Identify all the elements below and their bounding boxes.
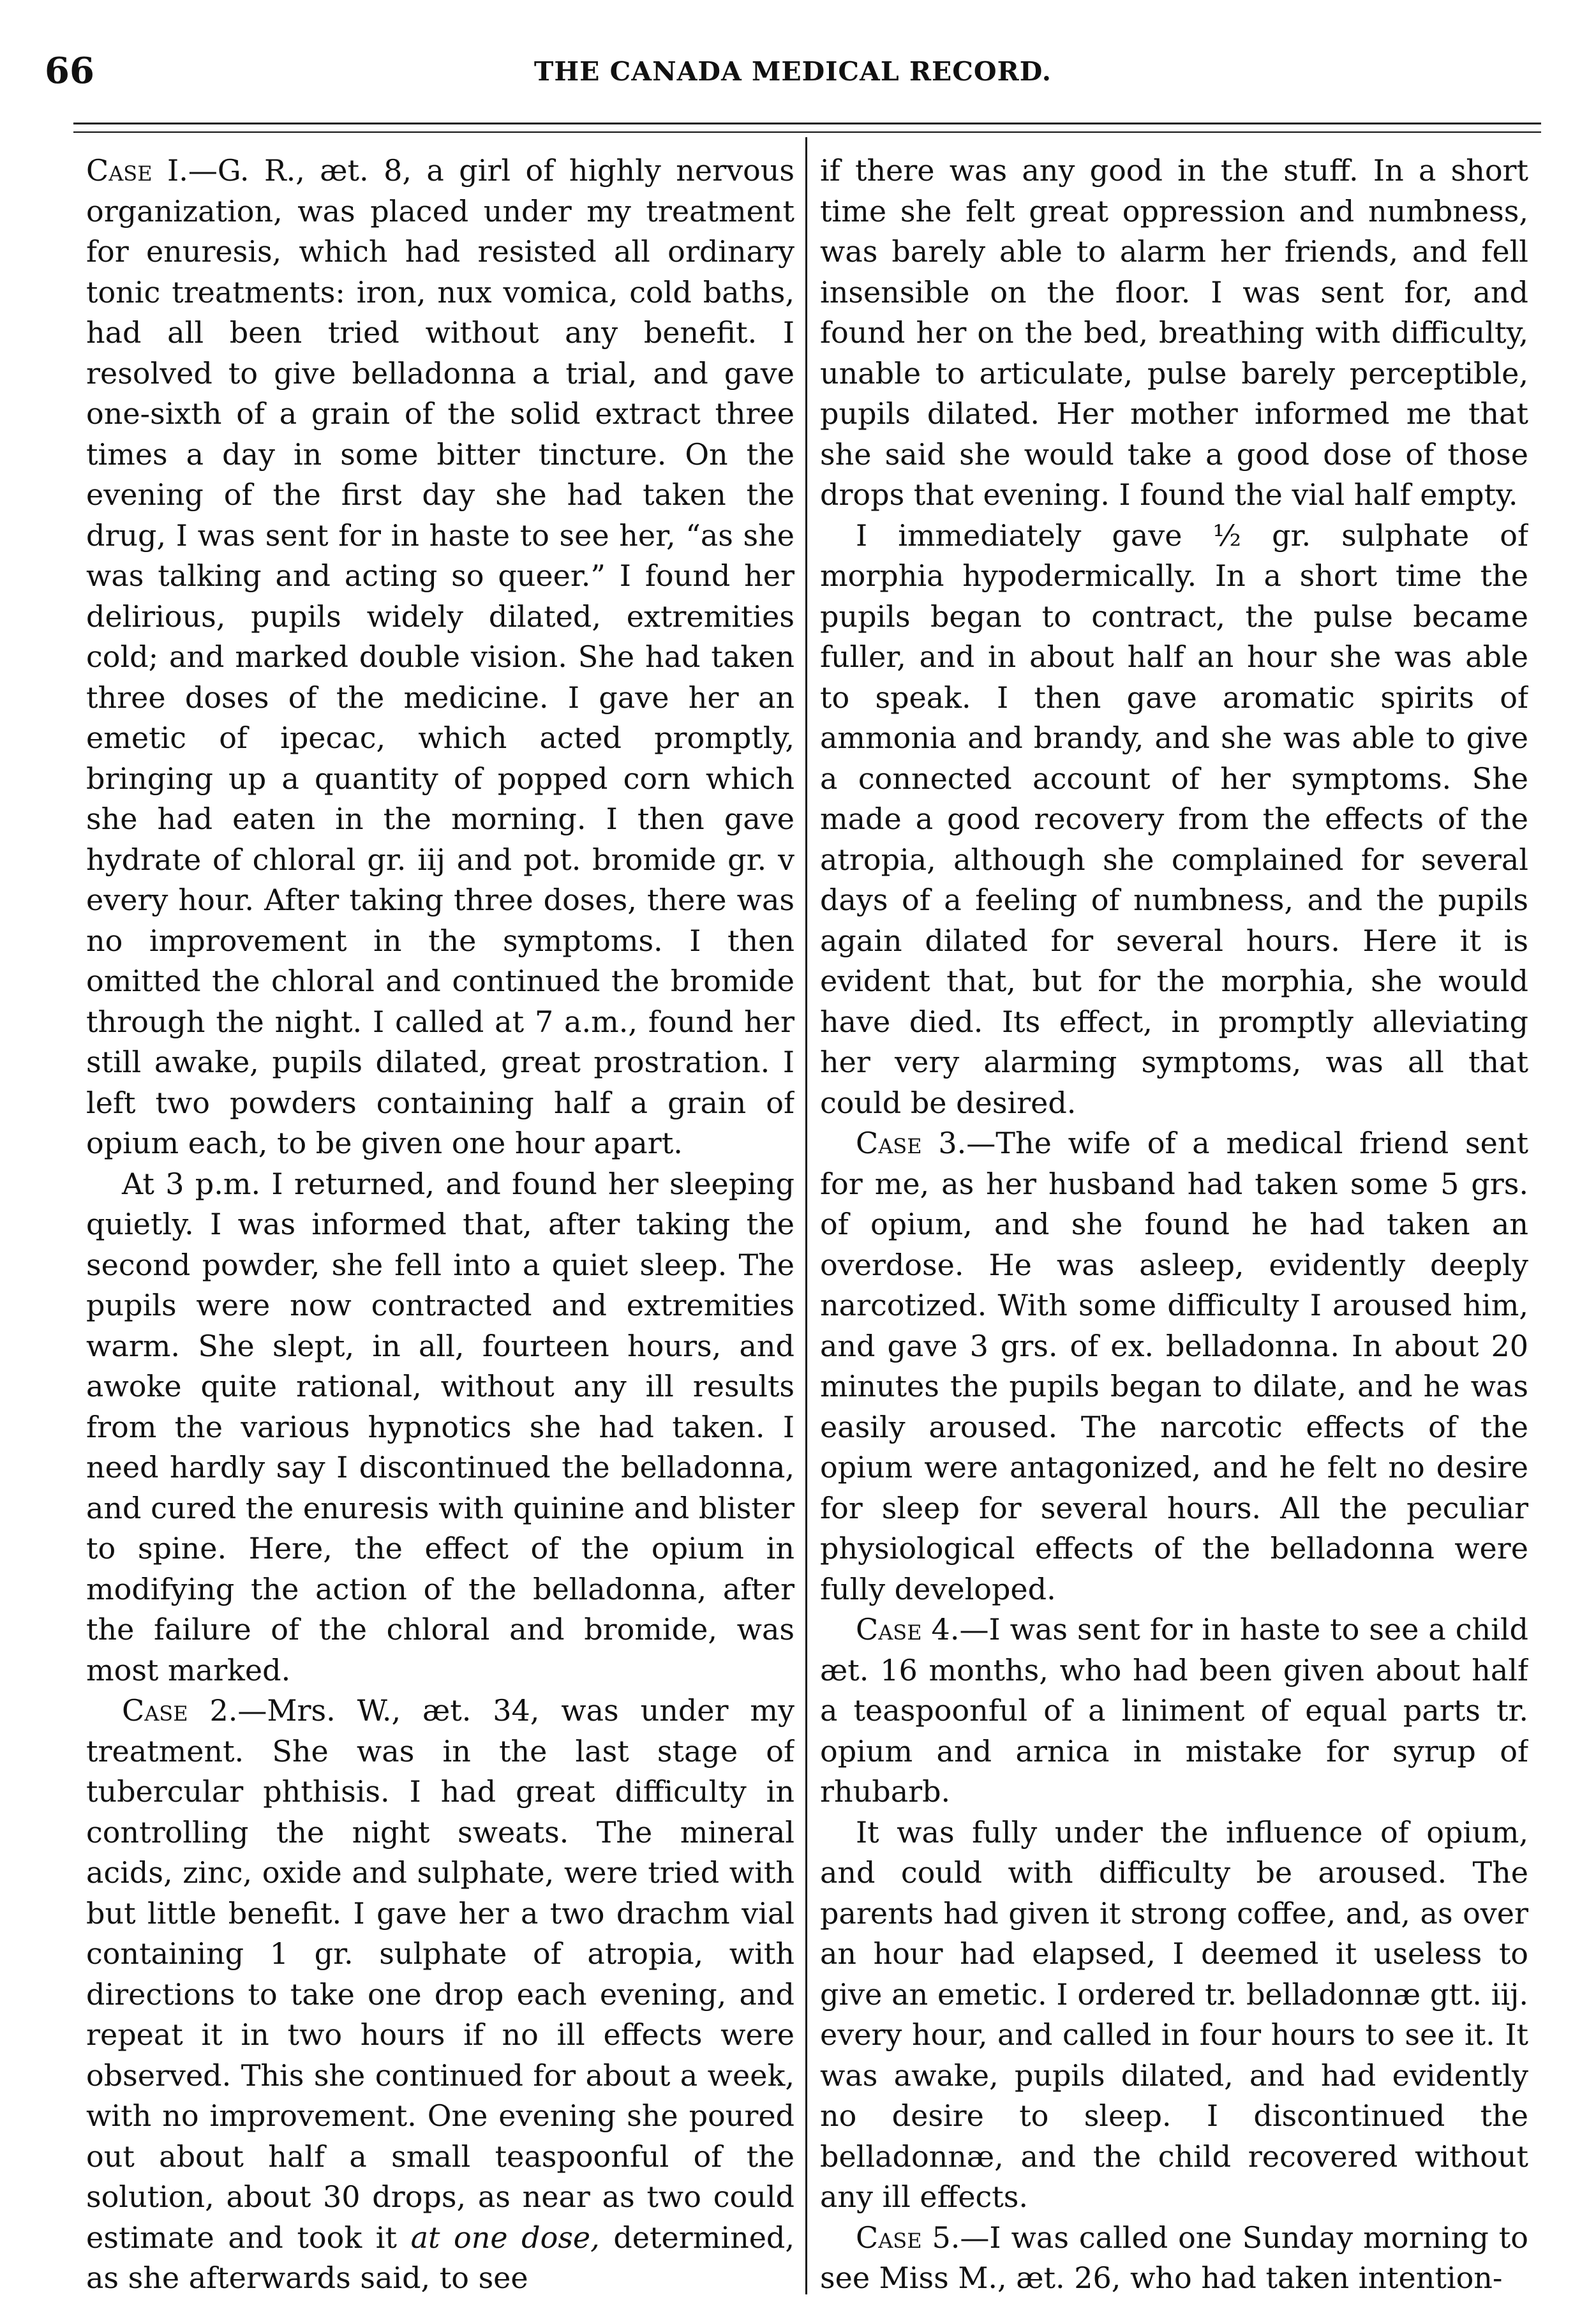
paragraph-case-3 xyxy=(820,1123,1528,1610)
paragraph-case-2 xyxy=(86,1691,794,2295)
case-heading: Case 4. xyxy=(856,1612,960,1647)
paragraph-text: —G. R., æt. 8, a girl of highly nervous organization, was placed under my treatment for enuresis, which had resisted all ordinary tonic treatments: iron, nux vomica, cold baths, had all been tried without any benefit. I resolved to give belladonna a trial, and gave one-sixth of a grain of the solid extract three times a day in some bitter tincture. On the evening of the first day she had taken the drug, I was sent for in haste to see her, “as she was talking and acting so queer.” I found her delirious, pupils widely dilated, extremities cold; and marked double vision. She had taken three doses of the medicine. I gave her an emetic of ipecac, which acted promptly, bringing up a quantity of popped corn which she had eaten in the morning. I then gave hydrate of chloral gr. iij and pot. bromide gr. v every hour. After taking three doses, there was no improvement in the symptoms. I then omitted the chloral and continued the bromide through the night. I called at 7 a.m., found her still awake, pupils dilated, great prostration. I left two powders containing half a grain of opium each, to be given one hour apart. xyxy=(86,153,794,1160)
left-column xyxy=(86,151,794,2295)
case-heading: Case 2. xyxy=(122,1693,238,1728)
page-number: 66 xyxy=(45,50,94,92)
right-column xyxy=(820,151,1528,2295)
case-heading: Case I. xyxy=(86,153,188,188)
paragraph-case-4 xyxy=(820,1610,1528,1813)
paragraph-text: —I was called one Sunday morning to see Miss M., æt. 26, who had taken intention- xyxy=(820,2220,1528,2295)
page-header xyxy=(45,50,1541,101)
paragraph-text: —The wife of a medical friend sent for me, as her husband had taken some 5 grs. of opium, and she found he had taken an overdose. He was asleep, evidently deeply narcotized. With some difficulty I aroused him, and gave 3 grs. of ex. belladonna. In about 20 minutes the pupils began to dilate, and he was easily aroused. The narcotic effects of the opium were antagonized, and he felt no desire for sleep for several hours. All the peculiar physiological effects of the belladonna were fully developed. xyxy=(820,1126,1528,1606)
paragraph: At 3 p.m. I returned, and found her sleeping quietly. I was informed that, after taking the second powder, she fell into a quiet sleep. The pupils were now contracted and extremities warm. She slept, in all, fourteen hours, and awoke quite rational, without any ill results from the various hypnotics she had taken. I need hardly say I discontinued the belladonna, and cured the enuresis with quinine and blister to spine. Here, the effect of the opium in modifying the action of the belladonna, after the failure of the chloral and bromide, was most marked. xyxy=(86,1166,794,1687)
italic-phrase: at one dose, xyxy=(410,2220,600,2255)
paragraph-text-tail: determined, as she afterwards said, to see xyxy=(86,2220,794,2295)
paragraph: It was fully under the influence of opium, and could with difficulty be aroused. The parents had given it strong coffee, and, as over an hour had elapsed, I deemed it useless to give an emetic. I ordered tr. belladonnæ gtt. iij. every hour, and called in four hours to see it. It was awake, pupils dilated, and had evidently no desire to sleep. I discontinued the belladonnæ, and the child recovered without any ill effects. xyxy=(820,1814,1528,2214)
column-divider xyxy=(805,137,807,2294)
paragraph-text: —I was sent for in haste to see a child æt. 16 months, who had been given about half a teaspoonful of a liniment of equal parts tr. opium and arnica in mistake for syrup of rhubarb. xyxy=(820,1612,1528,1809)
case-heading: Case 3. xyxy=(856,1126,967,1160)
case-heading: Case 5. xyxy=(856,2220,960,2255)
paragraph-case-1 xyxy=(86,151,794,1164)
paragraph-continued: if there was any good in the stuff. In a short time she felt great oppression and numbness, was barely able to alarm her friends, and fell insensible on the floor. I was sent for, and found her on the bed, breathing with difficulty, unable to articulate, pulse barely perceptible, pupils dilated. Her mother informed me that she said she would take a good dose of those drops that evening. I found the vial half empty. xyxy=(820,153,1528,512)
paragraph-text: —Mrs. W., æt. 34, was under my treatment. She was in the last stage of tubercular phthisis. I had great difficulty in controlling the night sweats. The mineral acids, zinc, oxide and sulphate, were tried with but little benefit. I gave her a two drachm vial containing 1 gr. sulphate of atropia, with directions to take one drop each evening, and repeat it in two hours if no ill effects were observed. This she continued for about a week, with no improvement. One evening she poured out about half a small teaspoonful of the solution, about 30 drops, as near as two could estimate and took it xyxy=(86,1693,794,2255)
paragraph-case-5 xyxy=(820,2218,1528,2296)
paragraph: I immediately gave ½ gr. sulphate of morphia hypodermically. In a short time the pupils began to contract, the pulse became fuller, and in about half an hour she was able to speak. I then gave aromatic spirits of ammonia and brandy, and she was able to give a connected account of her symptoms. She made a good recovery from the effects of the atropia, although she complained for several days of a feeling of numbness, and the pupils again dilated for several hours. Here it is evident that, but for the morphia, she would have died. Its effect, in promptly alleviating her very alarming symptoms, was all that could be desired. xyxy=(820,518,1528,1120)
running-title: THE CANADA MEDICAL RECORD. xyxy=(533,56,1052,87)
header-rule-thin xyxy=(73,131,1541,133)
header-rule xyxy=(73,123,1541,124)
